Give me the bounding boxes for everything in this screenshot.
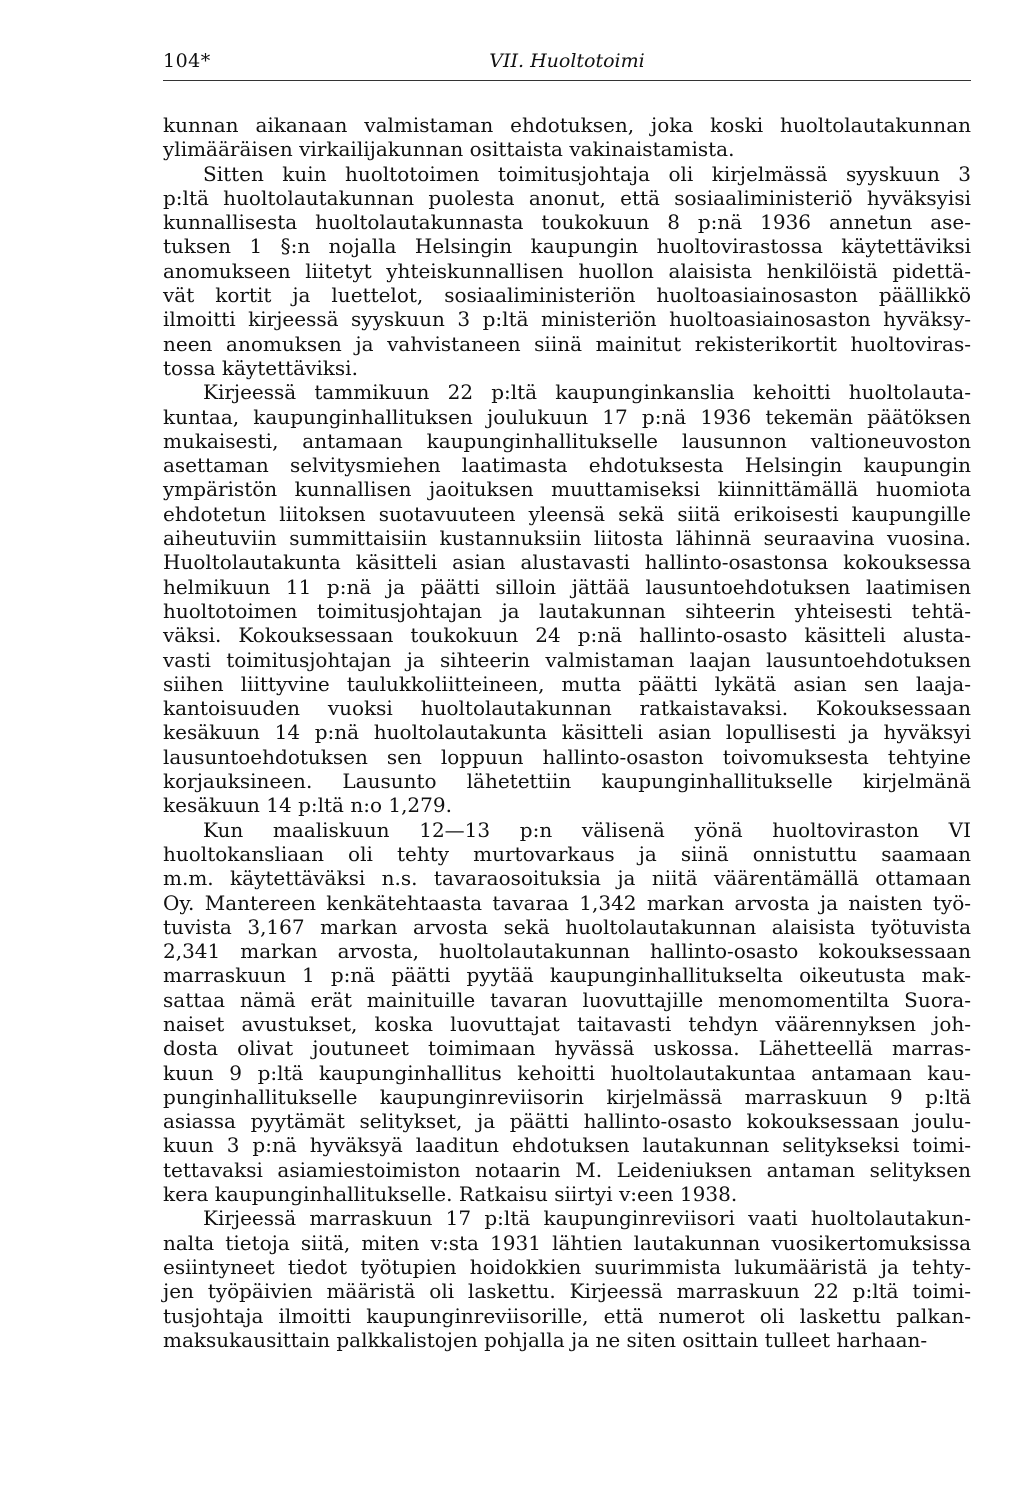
text-line: tossa käytettäviksi. [163,355,358,380]
running-title: VII. Huoltotoimi [489,50,645,72]
text-line: tettavaksi asiamiestoimiston notaarin M. Leideniuksen antaman selityksen [163,1157,971,1182]
text-line: naiset avustukset, koska luovuttajat taitavasti tehdyn väärennyksen joh- [163,1011,971,1036]
paragraph [163,162,971,381]
text-line: siihen liittyvine taulukkoliitteineen, mutta päätti lykätä asian sen laaja- [163,671,971,696]
text-line: kuun 9 p:ltä kaupunginhallitus kehoitti huoltolautakuntaa antamaan kau- [163,1060,971,1085]
text-line: kesäkuun 14 p:nä huoltolautakunta käsitteli asian lopullisesti ja hyväksyi [163,720,971,745]
text-line: tusjohtaja ilmoitti kaupunginreviisorille, että numerot oli laskettu palkan- [163,1303,971,1328]
text-line: esiintyneet tiedot työtupien hoidokkien suurimmista lukumääristä ja tehty- [163,1254,971,1279]
text-line: kunnallisesta huoltolautakunnasta toukokuun 8 p:nä 1936 annetun ase- [163,210,971,235]
text-line: Kirjeessä tammikuun 22 p:ltä kaupunginkanslia kehoitti huoltolauta- [203,380,971,405]
text-line: kera kaupunginhallitukselle. Ratkaisu siirtyi v:een 1938. [163,1182,738,1207]
text-line: asettaman selvitysmiehen laatimasta ehdotuksesta Helsingin kaupungin [163,453,971,478]
header-rule [163,80,971,81]
text-line: m.m. käytettäväksi n.s. tavaraosoituksia ja niitä väärentämällä ottamaan [163,866,971,891]
text-line: lausuntoehdotuksen sen loppuun hallinto-osaston toivomuksesta tehtyine [163,744,971,769]
text-line: dosta olivat joutuneet toimimaan hyvässä uskossa. Lähetteellä marras- [163,1036,971,1061]
text-line: maksukausittain palkkalistojen pohjalla ja ne siten osittain tulleet harhaan- [163,1327,928,1352]
paragraph [163,1206,971,1352]
text-line: anomukseen liitetyt yhteiskunnallisen huollon alaisista henkilöistä pidettä- [163,258,971,283]
text-line: tuvista 3,167 markan arvosta sekä huoltolautakunnan alaisista työtuvista [163,914,971,939]
text-line: p:ltä huoltolautakunnan puolesta anonut, että sosiaaliministeriö hyväksyisi [163,185,971,210]
text-line: kesäkuun 14 p:ltä n:o 1,279. [163,793,452,818]
text-line: ehdotetun liitoksen suotavuuteen yleensä sekä siitä erikoisesti kaupungille [163,501,971,526]
body-text [163,113,971,1352]
text-line: mukaisesti, antamaan kaupunginhallitukselle lausunnon valtioneuvoston [163,428,971,453]
text-line: neen anomuksen ja vahvistaneen siinä mainitut rekisterikortit huoltoviras- [163,331,971,356]
text-line: Kirjeessä marraskuun 17 p:ltä kaupunginreviisori vaati huoltolautakun- [203,1206,971,1231]
text-line: marraskuun 1 p:nä päätti pyytää kaupunginhallitukselta oikeutusta mak- [163,963,971,988]
text-line: kunnan aikanaan valmistaman ehdotuksen, joka koski huoltolautakunnan [163,113,971,137]
text-line: huoltokansliaan oli tehty murtovarkaus ja siinä onnistuttu saamaan [163,841,971,866]
paragraph [163,818,971,1207]
paragraph [163,113,971,162]
page-header [163,46,971,76]
text-line: vät kortit ja luettelot, sosiaaliministeriön huoltoasiainosaston päällikkö [163,283,971,308]
text-line: korjauksineen. Lausunto lähetettiin kaupunginhallitukselle kirjelmänä [163,769,971,794]
text-line: aiheutuviin summittaisiin kustannuksiin liitosta lähinnä seuraavina vuosina. [163,526,971,551]
text-line: ylimääräisen virkailijakunnan osittaista vakinaistamista. [163,137,735,162]
page-number: 104* [163,50,211,72]
text-line: kantoisuuden vuoksi huoltolautakunnan ratkaistavaksi. Kokouksessaan [163,696,971,721]
text-line: kuntaa, kaupunginhallituksen joulukuun 17 p:nä 1936 tekemän päätöksen [163,404,971,429]
text-line: väksi. Kokouksessaan toukokuun 24 p:nä hallinto-osasto käsitteli alusta- [163,623,971,648]
text-line: jen työpäivien määristä oli laskettu. Kirjeessä marraskuun 22 p:ltä toimi- [163,1279,971,1304]
text-line: nalta tietoja siitä, miten v:sta 1931 lähtien lautakunnan vuosikertomuksissa [163,1230,971,1255]
text-line: Kun maaliskuun 12—13 p:n välisenä yönä huoltoviraston VI [203,817,971,842]
text-line: asiassa pyytämät selitykset, ja päätti hallinto-osasto kokouksessaan joulu- [163,1109,971,1134]
text-line: Sitten kuin huoltotoimen toimitusjohtaja oli kirjelmässä syyskuun 3 [203,161,971,186]
text-line: tuksen 1 §:n nojalla Helsingin kaupungin huoltovirastossa käytettäviksi [163,234,971,259]
text-line: vasti toimitusjohtajan ja sihteerin valmistaman laajan lausuntoehdotuksen [163,647,971,672]
text-line: Oy. Mantereen kenkätehtaasta tavaraa 1,342 markan arvosta ja naisten työ- [163,890,971,915]
text-line: kuun 3 p:nä hyväksyä laaditun ehdotuksen lautakunnan selitykseksi toimi- [163,1133,971,1158]
text-line: punginhallitukselle kaupunginreviisorin kirjelmässä marraskuun 9 p:ltä [163,1084,971,1109]
text-line: sattaa nämä erät mainituille tavaran luovuttajille menomomentilta Suora- [163,987,971,1012]
text-line: huoltotoimen toimitusjohtajan ja lautakunnan sihteerin yhteisesti tehtä- [163,598,971,623]
text-line: Huoltolautakunta käsitteli asian alustavasti hallinto-osastonsa kokouksessa [163,550,971,575]
text-line: 2,341 markan arvosta, huoltolautakunnan hallinto-osasto kokouksessaan [163,939,971,964]
text-line: ympäristön kunnallisen jaoituksen muuttamiseksi kiinnittämällä huomiota [163,477,971,502]
text-line: ilmoitti kirjeessä syyskuun 3 p:ltä ministeriön huoltoasiainosaston hyväksy- [163,307,971,332]
paragraph [163,380,971,817]
text-line: helmikuun 11 p:nä ja päätti silloin jättää lausuntoehdotuksen laatimisen [163,574,971,599]
